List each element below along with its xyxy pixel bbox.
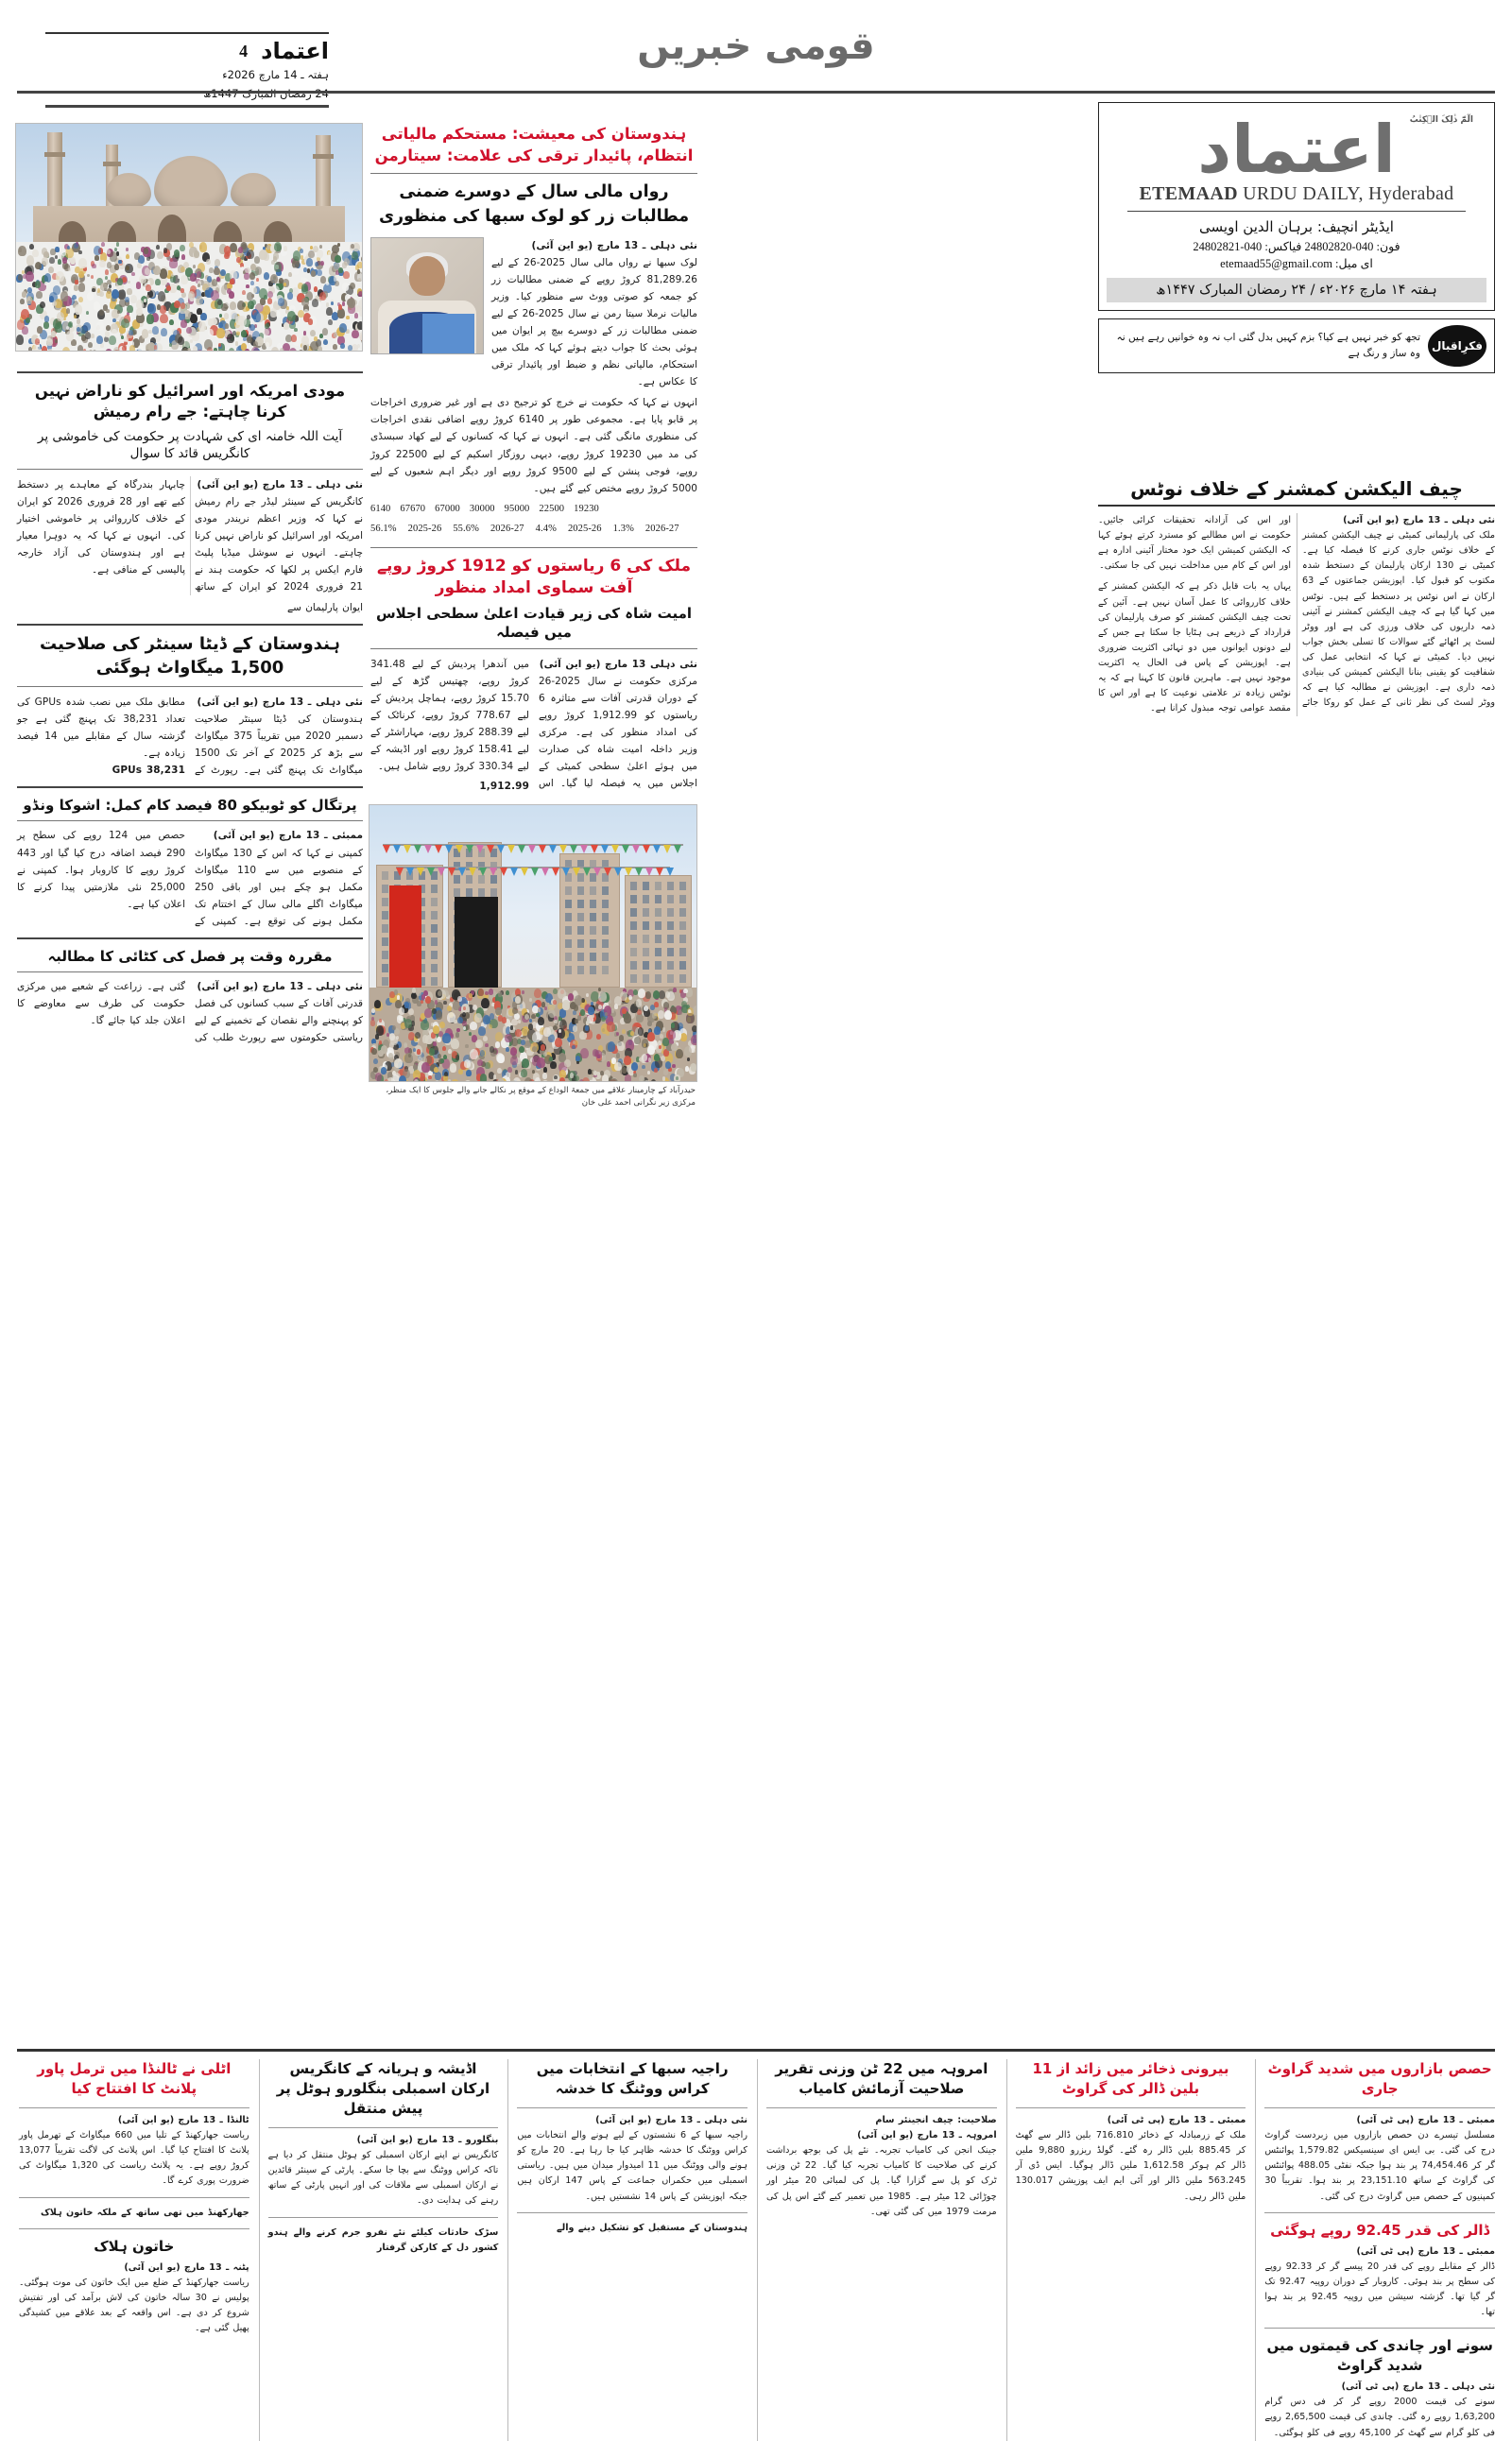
mosque-photo [15,123,363,352]
gpu-label: GPUs [112,765,143,777]
bottom-col-6 [17,2059,249,2441]
bottom-headline-7: اٹلی نے ٹالنڈا میں ترمل پاور پلانٹ کا افتتاح کیا [37,2060,232,2097]
figure-value: 6140 [370,503,391,514]
bottom-col-4 [507,2059,747,2441]
lead-figure-list [370,501,697,538]
datacenter-headline: ہندوستان کے ڈیٹا سینٹر کی صلاحیت 1,500 میگاواٹ ہوگئی [40,634,340,678]
portugal-body: کمپنی نے کہا کہ اس کے 130 میگاواٹ کے منصوبے میں سے 110 میگاواٹ مکمل ہو چکے ہیں اور باقی 250 میگاواٹ اگلے مالی سال کے اختتام تک مکمل ہونے کی توقع ہے۔ کمپنی کے حصص میں 124 روپے کی سطح پر 290 فیصد اضافہ درج کیا گیا اور 443 کروڑ روپے کا کاروبار ہوا۔ کمپنی نے 25,000 نئی ملازمتیں پیدا کرنے کا اعلان کیا ہے۔ [17,830,363,927]
bismillah-text: الٓمّٓ ذٰلِکَ الۡکِتٰبُ [1409,115,1473,125]
bottom-dateline-2: نئی دہلی ـ 13 مارچ (پی ٹی آئی) [1341,2381,1495,2393]
stat-year: 2025-26 [567,523,602,534]
red-flag [389,885,421,999]
bottom-headline-2: سونے اور چاندی کی قیمتوں میں شدید گراوٹ [1266,2337,1493,2375]
bottom-headline-5: راجیہ سبھا کے انتخابات میں کراس ووٹنگ کا خدشہ [536,2060,729,2097]
bottom-dateline-4: امروہہ ـ 13 مارچ (یو این آئی) [857,2130,997,2141]
folio-date-gregorian: ہفتہ ـ 14 مارچ 2026ء [222,68,329,81]
bottom-body-2: سونے کی قیمت 2000 روپے گر کر فی دس گرام 1,63,200 روپے رہ گئی۔ چاندی کی قیمت 2,65,500 روپے فی کلو گرام سے گھٹ کر 45,100 روپے فی کلو ہوگئی۔ [1264,2397,1495,2438]
bottom-body-6: کانگریس نے اپنے ارکان اسمبلی کو ہوٹل منتقل کر دیا ہے تاکہ کراس ووٹنگ سے بچا جا سکے۔ پارٹی کے سینئر قائدین نے ارکان اسمبلی سے ملاقات کی اور انہیں پارٹی کے ساتھ رہنے کی ہدایت دی۔ [267,2150,499,2207]
stat-value: 56.1% [370,523,397,534]
masthead-box [1098,102,1495,311]
lead-kicker: ہندوستان کی معیشت: مستحکم مالیاتی انتظام، پائیدار ترقی کی علامت: سیتارمن [374,125,694,165]
bottom-headline-6: اڈیشہ و ہریانہ کے کانگریس ارکان اسمبلی بنگلورو ہوٹل پر پیش منتقل [276,2060,490,2117]
bottom-headline-1: ڈالر کی قدر 92.45 روپے ہوگئی [1270,2221,1490,2239]
bottom-col-1 [1255,2059,1495,2441]
figure-value: 19230 [574,503,599,514]
left-rule-3 [17,624,363,626]
crowd-area [16,242,362,351]
phone-line: فون: 040-24802820 فیاکس: 040-24802821 [1193,240,1400,253]
folio-date-hijri [17,86,329,102]
right-column [1098,477,1495,716]
gpu-value: 38,231 [146,765,185,777]
issue-date: ہفتہ ۱۴ مارچ ۲۰۲۶ء / ۲۴ رمضان المبارک ۱۴۴۷ھ [1107,278,1486,302]
left-rule-4 [17,686,363,687]
lead-rule-1 [370,173,697,174]
center-rule-2 [370,547,697,548]
quote-box [1098,318,1495,373]
crops-body: قدرتی آفات کے سبب کسانوں کی فصل کو پہنچنے والے نقصان کے تخمینے کے لیے ریاستی حکومتوں سے رپورٹ طلب کی گئی ہے۔ زراعت کے شعبے میں مرکزی حکومت کی طرف سے معاوضے کا اعلان جلد کیا جائے گا۔ [17,980,363,1044]
bottom-dateline-7: ٹالنڈا ـ 13 مارچ (یو این آئی) [117,2115,249,2125]
bottom-body-8: ریاست جھارکھنڈ کے ضلع میں ایک خاتون کی موت ہوگئی۔ پولیس نے 30 سالہ خاتون کی لاش برآمد کی اور تفتیش شروع کر دی ہے۔ اس واقعہ کے بعد علاقے میں کشیدگی پھیل گئی ہے۔ [18,2277,249,2334]
bottom-dateline-0: ممبئی ـ 13 مارچ (پی ٹی آئی) [1356,2115,1495,2125]
bottom-headline-3: بیرونی ذخائر میں زائد از 11 بلین ڈالر کی گراوٹ [1032,2060,1229,2097]
bottom-subhead-4: صلاحیت: چیف انجینئر سام [875,2115,997,2125]
figure-value: 22500 [539,503,565,514]
section-title: قومی خبریں [637,25,875,68]
stat-year: 2025-26 [407,523,442,534]
relief-total: 1,912.99 [479,781,529,793]
lead-subhead: رواں مالی سال کے دوسرے ضمنی مطالبات زر کو لوک سبھا کی منظوری [378,182,690,226]
bottom-body-5: راجیہ سبھا کے 6 نشستوں کے لیے ہونے والے انتخابات میں کراس ووٹنگ کا خدشہ ظاہر کیا جا رہا ہے۔ 20 مارچ کو ہونے والی ووٹنگ میں 11 امیدوار میدان میں ہیں۔ ریاستی اسمبلی میں حکمراں جماعت کے پاس 147 ارکان ہیں جبکہ اپوزیشن کے پاس 14 نشستیں ہیں۔ [517,2130,747,2202]
left-column [17,123,363,1046]
bottom-band [17,2049,1495,2441]
figure-value: 67670 [400,503,426,514]
figure-value: 95000 [504,503,530,514]
bottom-col-3 [757,2059,997,2441]
bottom-col-2 [1006,2059,1246,2441]
folio-mini-logo: اعتماد [261,38,329,64]
stat-value: 55.6% [453,523,479,534]
relief-subhead: امیت شاہ کی زیر قیادت اعلیٰ سطحی اجلاس میں فیصلہ [375,604,693,641]
bottom-band-rule [17,2049,1495,2052]
right-col-body2: یہاں یہ بات قابل ذکر ہے کہ الیکشن کمشنر کے خلاف کارروائی کا عمل آسان نہیں ہے۔ آئین کے تحت چیف الیکشن کمشنر کو صرف پارلیمان کی قرارداد کے ذریعے ہی ہٹایا جا سکتا ہے جس کے لیے دونوں ایوانوں میں دو تہائی اکثریت ضروری ہے۔ اپوزیشن کے پاس فی الحال یہ اکثریت موجود نہیں ہے۔ ماہرین قانون کا کہنا ہے کہ یہ نوٹس زیادہ تر علامتی نوعیت کا ہے اور اس کا مقصد عوامی توجہ مبذول کرانا ہے۔ [1098,581,1291,714]
left-rule-8 [17,971,363,972]
bottom-subhead-6: سڑک حادثات کیلئے نئے نفرو جرم کرنے والے ہندو کشور دل کے کارکن گرفتار [267,2226,499,2253]
center-column [370,123,697,1109]
bottom-dateline-8: پٹنہ ـ 13 مارچ (یو این آئی) [124,2261,249,2273]
masthead-logo [1107,111,1486,188]
portugal-dateline: ممبئی ـ 13 مارچ (یو این آئی) [213,830,363,842]
relief-body: مرکزی حکومت نے سال 2025-26 کے دوران قدرتی آفات سے متاثرہ 6 ریاستوں کو 1,912.99 کروڑ روپے کی امداد منظور کی ہے۔ مرکزی وزیر داخلہ امیت شاہ کی صدارت میں ہوئے اعلیٰ سطحی کمیٹی کے اجلاس میں یہ فیصلہ لیا گیا۔ اس میں آندھرا پردیش کے لیے 341.48 کروڑ روپے، چھتیس گڑھ کے لیے 15.70 کروڑ روپے، ہماچل پردیش کے لیے 778.67 کروڑ روپے، کرناٹک کے لیے 288.39 کروڑ روپے، مہاراشٹر کے لیے 158.41 کروڑ روپے اور اڈیشہ کے لیے 330.34 کروڑ روپے شامل ہیں۔ [370,659,697,790]
quote-text: تجھ کو خبر نہیں ہے کیا؟ بزم کہیں بدل گئی اب نہ وہ خوانیں رہے ہیں نہ وہ ساز و رنگ ہے [1116,332,1420,359]
bottom-dateline-3: ممبئی ـ 13 مارچ (پی ٹی آئی) [1107,2115,1246,2125]
bottom-body-1: ڈالر کے مقابلے روپے کی قدر 20 پیسے گر کر 92.33 روپے کی سطح پر بند ہوئی۔ کاروبار کے دوران روپیہ 92.47 تک گر گیا تھا۔ گزشتہ سیشن میں روپیہ 92.45 پر بند ہوا تھا۔ [1264,2261,1496,2318]
bottom-body-4: جینک انجن کی کامیاب تجربہ۔ نئے پل کی بوجھ برداشت کرنے کی صلاحیت کا کامیاب تجربہ کیا گیا۔ 22 ٹن وزنی ٹرک کو پل سے گزارا گیا۔ پل کی لمبائی 20 میٹر اور چوڑائی 12 میٹر ہے۔ 1985 میں تعمیر کیے گئے اس پل کی مرمت 1979 میں کی گئی تھی۔ [765,2145,997,2217]
bottom-body-0: مسلسل تیسرے دن حصص بازاروں میں زبردست گراوٹ درج کی گئی۔ بی ایس ای سینسیکس 1,579.82 پوائنٹس گر کر 74,454.46 پر بند ہوا جبکہ نفٹی 488.05 پوائنٹس کی گراوٹ کے ساتھ 23,151.10 پر بند ہوا۔ تقریباً 30 کمپنیوں کے حصص میں گراوٹ درج کی گئی۔ [1264,2130,1496,2202]
masthead-en-brand: ETEMAAD [1139,182,1238,204]
bottom-dateline-6: بنگلورو ـ 13 مارچ (یو این آئی) [356,2135,499,2145]
bottom-headline-8: خاتون ہلاک [94,2237,175,2255]
mosque-caption [17,352,363,366]
bottom-body-7: ریاست جھارکھنڈ کے تلیا میں 660 میگاواٹ کے تھرمل پاور پلانٹ کا افتتاح کیا گیا۔ اس پلانٹ کی لاگت تقریباً 13,077 کروڑ روپے ہے۔ یہ پلانٹ ریاست کی 1,320 میگاواٹ کی ضرورت پوری کرے گا۔ [18,2130,249,2187]
stat-year: 2026-27 [490,523,524,534]
crops-dateline: نئی دہلی ـ 13 مارچ (یو این آئی) [197,980,363,992]
khamenei-dateline: نئی دہلی ـ 13 مارچ (یو این آئی) [197,479,363,490]
lead-body-2: انہوں نے کہا کہ حکومت نے خرچ کو ترجیح دی ہے اور غیر ضروری اخراجات پر قابو پایا ہے۔ مجموعی طور پر 6140 کروڑ روپے اضافی نقدی اخراجات کی منظوری مانگی گئی ہے۔ انہوں نے کہا کہ کسانوں کے لیے کھاد سبسڈی کی مد میں 19230 کروڑ روپے، دیہی روزگار اسکیم کے لیے 22500 کروڑ روپے، فوجی پنشن کے لیے 9500 کروڑ روپے اور دیگر اہم شعبوں کے لیے 5000 کروڑ روپے مختص کیے گئے ہیں۔ [370,397,697,494]
bottom-headline-0: حصص بازاروں میں شدید گراوٹ جاری [1267,2060,1492,2097]
khamenei-footer: ایوان پارلیمان سے [286,602,363,614]
relief-headline: ملک کی 6 ریاستوں کو 1912 کروڑ روپے آفت سماوی امداد منظور [376,556,691,597]
datacenter-body: ہندوستان کی ڈیٹا سینٹر صلاحیت دسمبر 2020 میں تقریباً 375 میگاواٹ سے بڑھ کر 2025 کے آخر تک 1500 میگاواٹ تک پہنچ گئی ہے۔ رپورٹ کے مطابق ملک میں نصب شدہ GPUs کی تعداد 38,231 تک پہنچ گئی ہے جو گزشتہ سال کے مقابلے میں 14 فیصد زیادہ ہے۔ [17,696,363,777]
procession-caption: حیدرآباد کے چارمینار علاقے میں جمعۃ الوداع کے موقع پر نکالے جانے والے جلوس کا ایک منظر، مرکزی زیر نگرانی احمد علی خان [386,1086,696,1108]
black-flag [455,897,498,988]
bottom-subhead-7: جھارکھنڈ میں تھی ساتھ کے ملکہ خاتون ہلاک [40,2207,249,2218]
stat-year: 2026-27 [644,523,679,534]
crops-headline: مقررہ وقت پر فصل کی کٹائی کا مطالبہ [47,947,333,965]
lead-dateline: نئی دہلی ـ 13 مارچ (یو این آئی) [531,239,697,251]
left-rule-1 [17,371,363,373]
page-number: 4 [239,41,249,60]
khamenei-body: کانگریس کے سینئر لیڈر جے رام رمیش نے کہا کہ وزیر اعظم نریندر مودی امریکہ اور اسرائیل کو ناراض نہیں کرنا چاہتے۔ انہوں نے سوشل میڈیا پلیٹ فارم ایکس پر لکھا کہ حکومت ہند نے 21 فروری 2024 کو ایران کے ساتھ چابہار بندرگاہ کے معاہدے پر دستخط کیے تھے اور 28 فروری 2026 کو ایران کے خلاف کارروائی پر خاموشی اختیار کی۔ انہوں نے کہا کہ یہ دوہرا معیار ہے اور ہندوستان کی آزاد خارجہ پالیسی کے منافی ہے۔ [17,479,363,593]
left-rule-6 [17,820,363,821]
center-rule-3 [370,648,697,649]
khamenei-headline: مودی امریکہ اور اسرائیل کو ناراض نہیں کرنا چاہتے: جے رام رمیش [34,382,346,421]
bottom-subhead-5: ہندوستان کے مستقبل کو تشکیل دینے والے [557,2222,747,2233]
bottom-col-5 [259,2059,499,2441]
email-line: ای میل: etemaad55@gmail.com [1220,257,1373,270]
lead-body-1: لوک سبھا نے رواں مالی سال 2025-26 کے لیے 81,289.26 کروڑ روپے کے ضمنی مطالبات زر کو جمعہ کو صوتی ووٹ سے منظور کیا۔ وزیر مالیات نرملا سیتا رمن نے سال 2025-26 کے لیے ضمنی مطالبات زر کے دوسرے بیچ پر ایوان میں ہوئی بحث کا جواب دیتے ہوئے کہا کہ ملک میں استحکام، مالیاتی نظم و ضبط اور پائیدار ترقی کا عکاس ہے۔ [491,256,697,388]
figure-value: 30000 [469,503,495,514]
right-col-headline: چیف الیکشن کمشنر کے خلاف نوٹس [1098,477,1495,507]
khamenei-subhead: آیت اللہ خامنہ ای کی شہادت پر حکومت کی خاموشی پر کانگریس قائد کا سوال [37,428,343,461]
left-rule-2 [17,469,363,470]
right-col-dateline: نئی دہلی ـ 13 مارچ (یو این آئی) [1343,515,1495,525]
header-divider [17,91,1495,94]
minister-portrait [370,237,484,354]
editor-in-chief: ایڈیٹر انچیف: برہان الدین اویسی [1199,218,1394,235]
stat-value: 1.3% [612,523,634,534]
relief-dateline: نئی دہلی 13 مارچ (یو این آئی) [539,659,697,671]
bottom-dateline-1: ممبئی ـ 13 مارچ (پی ٹی آئی) [1356,2245,1495,2257]
page-header [0,0,1512,106]
masthead-logo-urdu: اعتماد [1197,111,1396,188]
masthead-rule [1127,211,1466,213]
portugal-headline: پرتگال کو ٹوبیکو 80 فیصد کام کمل: اشوکا ونڈو [23,797,357,815]
quote-badge: فکرِاقبال [1428,325,1486,367]
bottom-body-3: ملک کے زرمبادلہ کے ذخائر 716.810 بلین ڈالر سے گھٹ کر 885.45 بلین ڈالر رہ گئے۔ گولڈ ریزرو 9,880 ملین ڈالر کم ہوکر 1,612.58 ملین ڈالر ہوگیا۔ ایس ڈی آر 563.245 ملین ڈالر اور آئی ایم ایف پوزیشن 130.017 ملین ڈالر رہی۔ [1015,2130,1246,2202]
folio-rule-bottom [45,105,329,108]
masthead-en-rest: URDU DAILY, Hyderabad [1237,182,1454,204]
left-rule-7 [17,937,363,939]
figure-value: 67000 [435,503,460,514]
procession-photo [369,804,697,1082]
bottom-dateline-5: نئی دہلی ـ 13 مارچ (یو این آئی) [595,2115,747,2125]
stat-value: 4.4% [535,523,557,534]
right-col-body: ملک کی پارلیمانی کمیٹی نے چیف الیکشن کمشنر کے خلاف نوٹس جاری کرنے کا فیصلہ کیا ہے۔ کمیٹی نے 130 ارکان پارلیمان کے دستخط شدہ مکتوب کو قبول کیا۔ اپوزیشن جماعتوں کے 63 ارکان نے اس نوٹس پر دستخط کیے ہیں۔ نوٹس میں کہا گیا ہے کہ چیف الیکشن کمشنر نے آئینی ذمہ داریوں کی خلاف ورزی کی ہے اور ووٹر لسٹ پر اٹھائے گئے سوالات کا تسلی بخش جواب نہیں دیا۔ کمیٹی نے کہا کہ انتخابی عمل کی شفافیت کو یقینی بنانا الیکشن کمیشن کی بنیادی ذمہ داری ہے۔ اپوزیشن نے مطالبہ کیا ہے کہ ووٹر لسٹ کی نظر ثانی کے عمل کو روکا جائے اور اس کی آزادانہ تحقیقات کرائی جائیں۔ حکومت نے اس مطالبے کو مسترد کرتے ہوئے کہا کہ الیکشن کمیشن ایک خود مختار آئینی ادارہ ہے اور اس کے کام میں مداخلت نہیں کی جا سکتی۔ [1098,515,1495,709]
datacenter-dateline: نئی دہلی ـ 13 مارچ (یو این آئی) [197,696,363,708]
masthead-column [1098,102,1495,373]
bottom-headline-4: امروہہ میں 22 ٹن وزنی تقریر صلاحیت آزمائش کامیاب [775,2060,988,2097]
left-rule-5 [17,786,363,788]
